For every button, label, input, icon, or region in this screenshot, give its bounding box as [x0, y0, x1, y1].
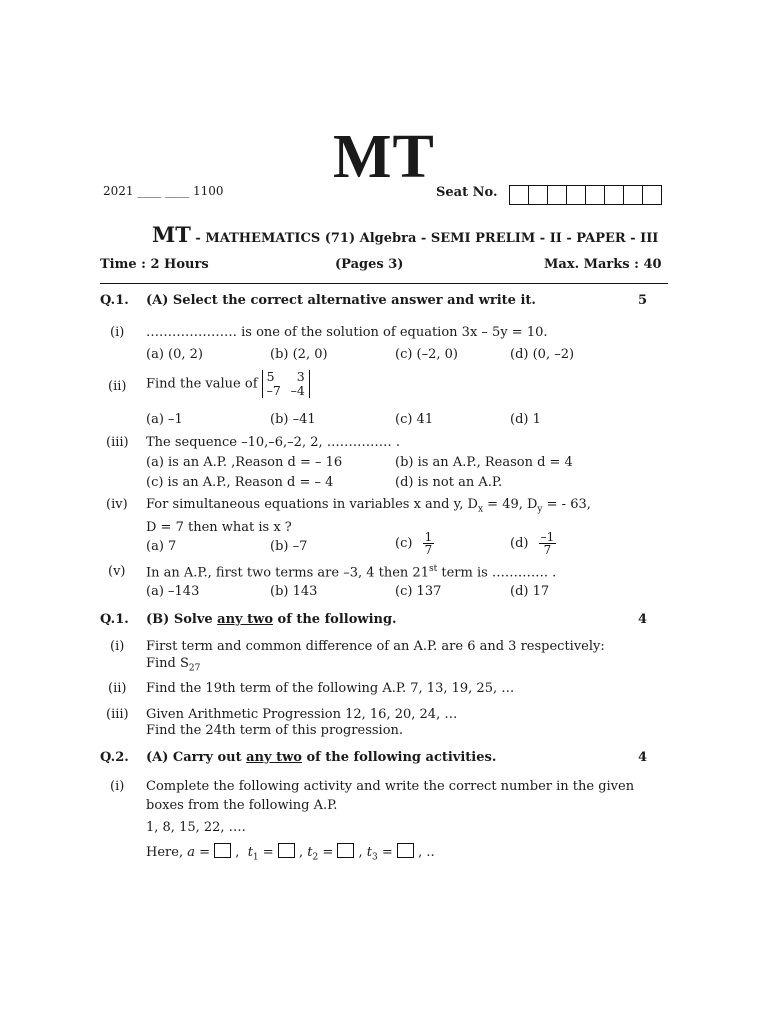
q1a-ii-opt-a: (a) –1	[146, 412, 183, 427]
frac-c-num: 1	[424, 530, 433, 544]
q1a-v-opt-a: (a) –143	[146, 584, 200, 599]
var-t2: t	[307, 845, 313, 860]
det-a: 5	[266, 369, 275, 384]
q1a-v-t2: term is …………. .	[437, 565, 557, 581]
det-b: 3	[296, 369, 305, 384]
time-label: Time : 2 Hours	[100, 257, 209, 272]
q1b-ii-line1: Find the 19th term of the following A.P. 7, 13, 19, 25, …	[146, 681, 515, 696]
q2a-heading-post: of the following activities.	[301, 750, 497, 765]
q1b-ii-num: (ii)	[108, 681, 127, 696]
q1a-iii-num: (iii)	[106, 435, 129, 450]
q1a-v-sup: st	[428, 564, 438, 574]
q1a-iv-opt-d	[510, 531, 556, 556]
q1a-v-opt-b: (b) 143	[270, 584, 318, 599]
frac-d-den: 7	[543, 543, 552, 557]
sub-1: 1	[252, 852, 259, 863]
q1b-iii-num: (iii)	[106, 707, 129, 722]
q1b-i-find: Find S	[146, 656, 189, 671]
q1a-iii-opt-d: (d) is not an A.P.	[395, 475, 503, 490]
q1a-i-text: ………………… is one of the solution of equation 3x – 5y = 10.	[146, 325, 548, 340]
q2a-heading-pre: (A) Carry out	[146, 750, 247, 765]
q2a-i-line3: 1, 8, 15, 22, ….	[146, 820, 246, 835]
q1a-ii-opt-c: (c) 41	[395, 412, 434, 427]
q1a-iii-opt-b: (b) is an A.P., Reason d = 4	[395, 455, 573, 470]
q2a-heading-underline: any two	[246, 750, 302, 765]
here-label: Here,	[146, 845, 184, 860]
header-divider	[100, 283, 668, 284]
q1a-iv-opt-c	[395, 531, 434, 556]
q1b-heading-pre: (B) Solve	[146, 612, 218, 627]
q1a-iv-t1: For simultaneous equations in variables x and y, D	[146, 497, 478, 512]
frac-c-den: 7	[424, 543, 433, 557]
frac-d-num: –1	[540, 530, 555, 544]
q1a-ii-opt-b: (b) –41	[270, 412, 316, 427]
mt-logo: MT	[333, 123, 435, 191]
q1a-heading: (A) Select the correct alternative answer and write it.	[146, 293, 536, 308]
answer-box-t2[interactable]	[337, 843, 354, 858]
q1b-i-line2	[146, 656, 200, 674]
q1a-iv-text	[146, 497, 591, 515]
det-c: –7	[266, 383, 281, 398]
q1b-marks: 4	[638, 612, 648, 627]
q1a-iv-t3: = - 63,	[542, 497, 591, 512]
q1a-iii-opt-a: (a) is an A.P. ,Reason d = – 16	[146, 455, 343, 470]
fraction-neg-one-seventh	[539, 531, 557, 556]
q1a-i-opt-d: (d) (0, –2)	[510, 347, 575, 362]
q1a-v-num: (v)	[108, 564, 126, 579]
answer-box-t1[interactable]	[278, 843, 295, 858]
q2a-i-num: (i)	[110, 779, 125, 794]
answer-box-a[interactable]	[214, 843, 231, 858]
pages-label: (Pages 3)	[335, 257, 404, 272]
det-d: –4	[290, 383, 305, 398]
var-a: a	[187, 845, 195, 860]
q1a-i-opt-a: (a) (0, 2)	[146, 347, 203, 362]
paper-title	[152, 222, 658, 247]
q1b-heading-post: of the following.	[273, 612, 397, 627]
q1b-label: Q.1.	[100, 612, 129, 627]
q1a-label: Q.1.	[100, 293, 129, 308]
q1a-iv-sub1: x	[477, 504, 484, 515]
q1a-iv-opt-a: (a) 7	[146, 539, 177, 554]
answer-box-t3[interactable]	[397, 843, 414, 858]
q1a-i-opt-c: (c) (–2, 0)	[395, 347, 459, 362]
q1a-ii-label: Find the value of	[146, 376, 258, 392]
seat-label: Seat No.	[436, 185, 498, 200]
q1a-v-opt-c: (c) 137	[395, 584, 442, 599]
q2a-i-line2: boxes from the following A.P.	[146, 798, 338, 813]
q1a-i-opt-b: (b) (2, 0)	[270, 347, 328, 362]
fraction-one-seventh	[423, 531, 435, 556]
q2a-i-line1: Complete the following activity and write the correct number in the given	[146, 779, 635, 794]
sub-3: 3	[372, 852, 378, 863]
q2a-i-activity: Here, a = , $t_1$ = , $t_2$ = , $t_3$ = , ..	[146, 845, 435, 863]
determinant	[262, 370, 310, 398]
q2a-marks: 4	[638, 750, 648, 765]
q1a-iv-opt-b: (b) –7	[270, 539, 308, 554]
q1b-iii-line2: Find the 24th term of this progression.	[146, 723, 404, 738]
q1b-i-sub: 27	[188, 663, 201, 674]
q1a-iv-opt-d-label: (d)	[510, 536, 529, 551]
sub-2: 2	[312, 852, 319, 863]
activity-tail: , ..	[418, 845, 435, 860]
title-rest: - MATHEMATICS (71) Algebra - SEMI PRELIM - II - PAPER - III	[190, 231, 659, 246]
q2a-heading	[146, 750, 496, 765]
q1b-i-line1: First term and common difference of an A.P. are 6 and 3 respectively:	[146, 639, 605, 654]
q1a-ii-opt-d: (d) 1	[510, 412, 541, 427]
q1a-iii-opt-c: (c) is an A.P., Reason d = – 4	[146, 475, 334, 490]
q1b-iii-line1: Given Arithmetic Progression 12, 16, 20, 24, …	[146, 707, 458, 722]
q1b-heading-underline: any two	[217, 612, 273, 627]
q1a-i-num: (i)	[110, 325, 125, 340]
q1a-iv-sub2: y	[537, 504, 543, 515]
q1b-heading	[146, 612, 397, 627]
q1a-ii-text	[146, 370, 310, 398]
seat-number-boxes[interactable]	[509, 185, 662, 205]
paper-code: 2021 ____ ____ 1100	[103, 184, 224, 198]
q1a-ii-num: (ii)	[108, 379, 127, 394]
q1a-iv-t2: = 49, D	[483, 497, 538, 512]
q1a-marks: 5	[638, 293, 648, 308]
q1a-v-opt-d: (d) 17	[510, 584, 550, 599]
q2a-label: Q.2.	[100, 750, 129, 765]
var-t3: t	[366, 845, 373, 860]
q1b-i-num: (i)	[110, 639, 125, 654]
q1a-iv-opt-c-label: (c)	[395, 536, 413, 551]
q1a-iv-num: (iv)	[106, 497, 128, 512]
q1a-v-t1: In an A.P., first two terms are –3, 4 then 21	[146, 565, 429, 581]
title-prefix: MT	[152, 222, 191, 247]
q1a-iii-text: The sequence –10,–6,–2, 2, …………… .	[146, 435, 401, 450]
max-marks-label: Max. Marks : 40	[544, 257, 662, 272]
q1a-v-text	[146, 564, 556, 580]
q1a-iv-line2: D = 7 then what is x ?	[146, 520, 292, 535]
var-t1: t	[247, 845, 253, 860]
